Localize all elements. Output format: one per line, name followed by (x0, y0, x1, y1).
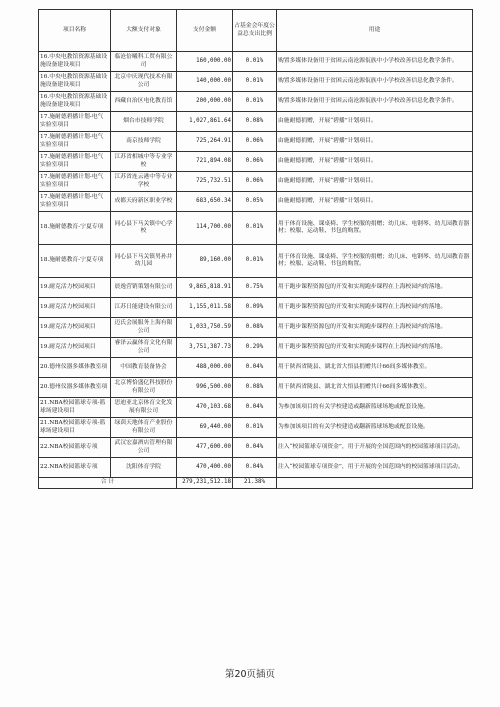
cell-ratio: 0.01% (233, 245, 277, 278)
cell-usage: 由施耐德捐赠，开展“碧播”计划项目。 (277, 172, 473, 192)
cell-project: 21.NBA校园篮球专项-篮球场建设项目 (39, 418, 111, 438)
cell-project: 17.施耐德碧播计划-电气实验室项目 (39, 132, 111, 152)
cell-usage: 注入“校园篮球专项资金”，用于开展的全国范围内的校园篮球项目活动。 (277, 438, 473, 458)
cell-project: 19.耐克活力校园项目 (39, 278, 111, 298)
cell-project: 16.中央电教馆资源基础设施设备建设项目 (39, 92, 111, 112)
cell-usage: 购置多媒体设备用于贫困云南沧源佤族中小学校改善信息化教学条件。 (277, 72, 473, 92)
cell-project: 17.施耐德碧播计划-电气实验室项目 (39, 112, 111, 132)
cell-usage: 用于跑步课程资源包的开发和实现跑步课程在上海校园内的落地。 (277, 278, 473, 298)
table-row (39, 112, 473, 132)
header-payee: 大额支付对象 (111, 10, 177, 52)
cell-usage: 由施耐德捐赠，开展“碧播”计划项目。 (277, 132, 473, 152)
cell-usage: 注入“校园篮球专项资金”，用于开展的全国范围内的校园篮球项目活动。 (277, 458, 473, 478)
cell-project: 16.中央电教馆资源基础设施设备建设项目 (39, 72, 111, 92)
cell-amount: 683,650.34 (177, 192, 233, 212)
cell-ratio: 0.01% (233, 52, 277, 72)
table-row (39, 298, 473, 318)
table-row (39, 458, 473, 478)
table-body (39, 52, 473, 478)
table-row (39, 318, 473, 338)
payment-table (38, 9, 473, 489)
table-row (39, 92, 473, 112)
cell-ratio: 0.06% (233, 172, 277, 192)
cell-project: 18.施耐德教育-宁夏专项 (39, 212, 111, 245)
table-row (39, 72, 473, 92)
cell-ratio: 0.01% (233, 72, 277, 92)
cell-payee: 北京博恰盛亿科技股份有限公司 (111, 378, 177, 398)
table-row (39, 52, 473, 72)
total-row (39, 478, 473, 489)
cell-payee: 江苏省连云港中等专业学校 (111, 172, 177, 192)
cell-amount: 140,000.00 (177, 72, 233, 92)
header-amount: 支付金额 (177, 10, 233, 52)
cell-payee: 同心县下马关镇中心学校 (111, 212, 177, 245)
cell-usage: 购置多媒体设备用于贫困云南沧源佤族中小学校改善信息化教学条件。 (277, 52, 473, 72)
cell-amount: 160,000.00 (177, 52, 233, 72)
table-row (39, 338, 473, 358)
header-usage: 用途 (277, 10, 473, 52)
cell-project: 19.耐克活力校园项目 (39, 318, 111, 338)
table-row (39, 398, 473, 418)
cell-project: 20.德州仪器多媒体教室项 (39, 378, 111, 398)
header-project: 项目名称 (39, 10, 111, 52)
cell-ratio: 0.04% (233, 458, 277, 478)
cell-payee: 江苏日能建设有限公司 (111, 298, 177, 318)
cell-amount: 3,751,387.73 (177, 338, 233, 358)
cell-ratio: 0.04% (233, 438, 277, 458)
cell-usage: 用于跑步课程资源包的开发和实现跑步课程在上海校园内的落地。 (277, 298, 473, 318)
cell-amount: 1,027,861.64 (177, 112, 233, 132)
cell-payee: 晨逸营销策划有限公司 (111, 278, 177, 298)
cell-amount: 725,264.91 (177, 132, 233, 152)
cell-payee: 同心县下马关镇男孙井幼儿园 (111, 245, 177, 278)
total-usage-empty (277, 478, 473, 489)
cell-project: 16.中央电教馆资源基础设施设备建设项目 (39, 52, 111, 72)
page-footer-label: 第20页插页 (224, 669, 276, 680)
cell-usage: 用于跑步课程资源包的开发和实现跑步课程在上海校园内的落地。 (277, 338, 473, 358)
cell-project: 17.施耐德碧播计划-电气实验室项目 (39, 172, 111, 192)
cell-project: 22.NBA校园篮球专项 (39, 458, 111, 478)
cell-payee: 西藏自治区电化教育馆 (111, 92, 177, 112)
cell-usage: 用于体育设施、课桌椅、学生校服的捐赠；幼儿床、电钢琴、幼儿园教育器材；校服、运动鞋、书包的购置。 (277, 212, 473, 245)
cell-payee: 临沧倍曦科工贸有限公司 (111, 52, 177, 72)
cell-payee: 武汉宏嘉酒店管理有限公司 (111, 438, 177, 458)
cell-usage: 由施耐德捐赠，开展“碧播”计划项目。 (277, 152, 473, 172)
cell-project: 22.NBA校园篮球专项 (39, 438, 111, 458)
cell-usage: 为参加该项目的有关学校建造或翻新篮球场地或配套设施。 (277, 418, 473, 438)
cell-project: 18.施耐德教育-宁夏专项 (39, 245, 111, 278)
cell-ratio: 0.08% (233, 378, 277, 398)
cell-ratio: 0.01% (233, 92, 277, 112)
cell-payee: 江苏省相城中等专业学校 (111, 152, 177, 172)
cell-usage: 用于跑步课程资源包的开发和实现跑步课程在上海校园内的落地。 (277, 318, 473, 338)
cell-amount: 200,000.00 (177, 92, 233, 112)
cell-payee: 烟台市技师学院 (111, 112, 177, 132)
cell-amount: 89,160.00 (177, 245, 233, 278)
total-label: 合 计 (39, 478, 177, 489)
cell-project: 20.德州仪器多媒体教室项 (39, 358, 111, 378)
header-ratio: 占基金会年度公益总支出比例 (233, 10, 277, 52)
cell-usage: 用于体育设施、课桌椅、学生校服的捐赠；幼儿床、电钢琴、幼儿园教育器材；校服、运动鞋、书包的购置。 (277, 245, 473, 278)
cell-usage: 由施耐德捐赠，开展“碧播”计划项目。 (277, 192, 473, 212)
cell-project: 17.施耐德碧播计划-电气实验室项目 (39, 192, 111, 212)
table-row (39, 378, 473, 398)
cell-amount: 996,500.00 (177, 378, 233, 398)
cell-ratio: 0.01% (233, 418, 277, 438)
total-ratio: 21.38% (233, 478, 277, 489)
table-row (39, 152, 473, 172)
cell-project: 21.NBA校园篮球专项-篮球场建设项目 (39, 398, 111, 418)
cell-payee: 沈阳体育学院 (111, 458, 177, 478)
cell-amount: 470,103.68 (177, 398, 233, 418)
cell-usage: 由施耐德捐赠，开展“碧播”计划项目。 (277, 112, 473, 132)
table-row (39, 278, 473, 298)
cell-payee: 迈氏会展服务上海有限公司 (111, 318, 177, 338)
cell-usage: 为参加该项目的有关学校建造或翻新篮球场地或配套设施。 (277, 398, 473, 418)
cell-ratio: 0.01% (233, 212, 277, 245)
cell-ratio: 0.08% (233, 112, 277, 132)
cell-ratio: 0.08% (233, 318, 277, 338)
table-row (39, 418, 473, 438)
cell-usage: 购置多媒体设备用于贫困云南沧源佤族中小学校改善信息化教学条件。 (277, 92, 473, 112)
cell-amount: 9,865,818.91 (177, 278, 233, 298)
cell-amount: 470,400.00 (177, 458, 233, 478)
cell-payee: 北京中庆现代技术有限公司 (111, 72, 177, 92)
cell-amount: 725,732.51 (177, 172, 233, 192)
cell-payee: 中国教育装备协会 (111, 358, 177, 378)
cell-payee: 绿茵天地体育产业股份有限公司 (111, 418, 177, 438)
cell-ratio: 0.06% (233, 152, 277, 172)
cell-payee: 南京技师学院 (111, 132, 177, 152)
cell-ratio: 0.04% (233, 398, 277, 418)
table-row (39, 212, 473, 245)
cell-amount: 1,033,750.59 (177, 318, 233, 338)
cell-amount: 477,600.00 (177, 438, 233, 458)
cell-amount: 114,700.00 (177, 212, 233, 245)
cell-project: 19.耐克活力校园项目 (39, 298, 111, 318)
cell-amount: 69,440.00 (177, 418, 233, 438)
cell-amount: 721,894.08 (177, 152, 233, 172)
cell-amount: 1,155,011.58 (177, 298, 233, 318)
table-row (39, 192, 473, 212)
table-header-row (39, 10, 473, 52)
cell-ratio: 0.05% (233, 192, 277, 212)
table-row (39, 245, 473, 278)
cell-ratio: 0.04% (233, 358, 277, 378)
cell-payee: 思迪亚北京体育文化发展有限公司 (111, 398, 177, 418)
total-amount: 279,231,512.18 (177, 478, 233, 489)
table-row (39, 358, 473, 378)
cell-ratio: 0.06% (233, 132, 277, 152)
cell-project: 19.耐克活力校园项目 (39, 338, 111, 358)
table-row (39, 172, 473, 192)
cell-ratio: 0.09% (233, 298, 277, 318)
cell-project: 17.施耐德碧播计划-电气实验室项目 (39, 152, 111, 172)
cell-usage: 用于陕西省陇县、湖北省大悟县捐赠共计66间多媒体教室。 (277, 358, 473, 378)
cell-ratio: 0.29% (233, 338, 277, 358)
cell-payee: 睿泽云赢体育文化有限公司 (111, 338, 177, 358)
table-row (39, 438, 473, 458)
table-row (39, 132, 473, 152)
cell-payee: 成都天府新区职业学校 (111, 192, 177, 212)
cell-usage: 用于陕西省陇县、湖北省大悟县捐赠共计66间多媒体教室。 (277, 378, 473, 398)
cell-ratio: 0.75% (233, 278, 277, 298)
cell-amount: 488,000.00 (177, 358, 233, 378)
